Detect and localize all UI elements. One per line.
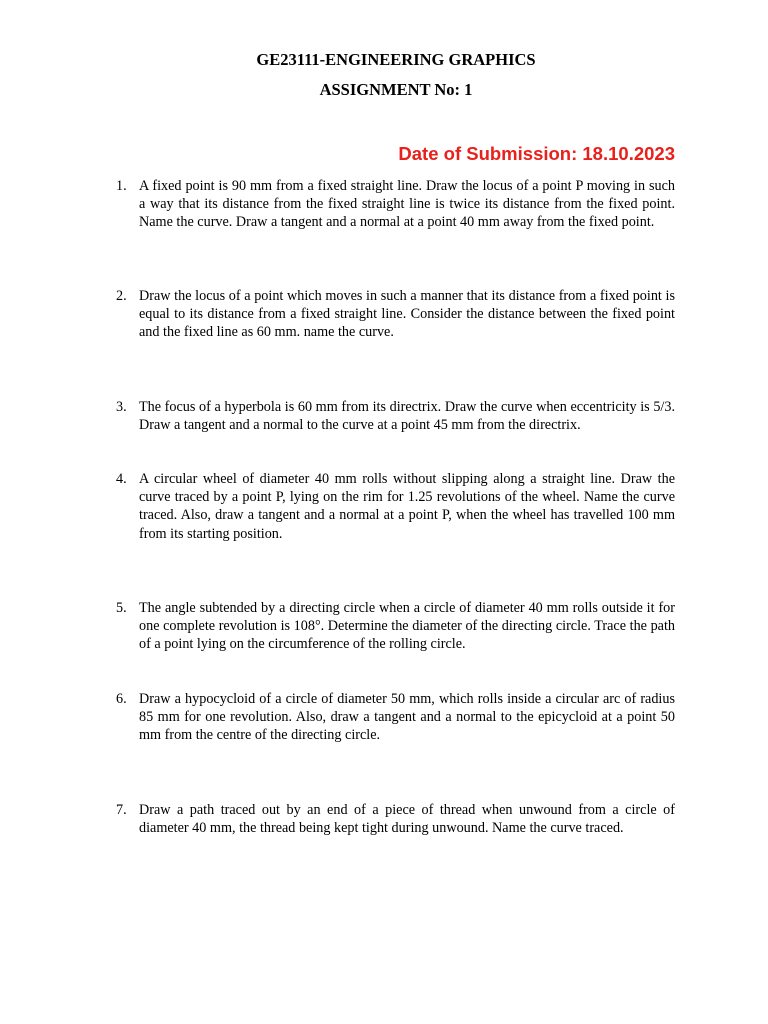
course-title: GE23111-ENGINEERING GRAPHICS — [256, 50, 536, 69]
question-number: 1. — [116, 178, 127, 194]
question-number: 6. — [116, 691, 127, 707]
question-text: Draw the locus of a point which moves in such a manner that its distance from a fixed point is equal to its distance from a fixed straight line. Consider the distance between the fixed point and the fixed line as 60 mm. name the curve. — [139, 288, 675, 341]
submission-date: Date of Submission: 18.10.2023 — [398, 143, 675, 164]
question-text: Draw a path traced out by an end of a piece of thread when unwound from a circle of diameter 40 mm, the thread being kept tight during unwound. Name the curve traced. — [139, 802, 675, 837]
question-text: The angle subtended by a directing circle when a circle of diameter 40 mm rolls outside it for one complete revolution is 108°. Determine the diameter of the directing circle. Trace the path of a point lying on the circumference of the rolling circle. — [139, 600, 675, 653]
question-number: 5. — [116, 600, 127, 616]
question-text: The focus of a hyperbola is 60 mm from its directrix. Draw the curve when eccentricity is 5/3. Draw a tangent and a normal to the curve at a point 45 mm from the directrix. — [139, 399, 675, 434]
question-text: Draw a hypocycloid of a circle of diameter 50 mm, which rolls inside a circular arc of radius 85 mm for one revolution. Also, draw a tangent and a normal to the epicycloid at a point 50 mm from the centre of the directing circle. — [139, 691, 675, 744]
question-number: 4. — [116, 471, 127, 487]
question-number: 2. — [116, 288, 127, 304]
question-number: 3. — [116, 399, 127, 415]
assignment-title: ASSIGNMENT No: 1 — [319, 80, 473, 99]
question-text: A circular wheel of diameter 40 mm rolls without slipping along a straight line. Draw the curve traced by a point P, lying on the rim for 1.25 revolutions of the wheel. Name the curve traced. Also, draw a tangent and a normal at a point P, when the wheel has travelled 100 mm from its starting position. — [139, 471, 675, 542]
question-text: A fixed point is 90 mm from a fixed straight line. Draw the locus of a point P moving in such a way that its distance from the fixed straight line is twice its distance from the fixed point. Name the curve. Draw a tangent and a normal at a point 40 mm away from the fixed point. — [139, 178, 675, 231]
question-number: 7. — [116, 802, 127, 818]
